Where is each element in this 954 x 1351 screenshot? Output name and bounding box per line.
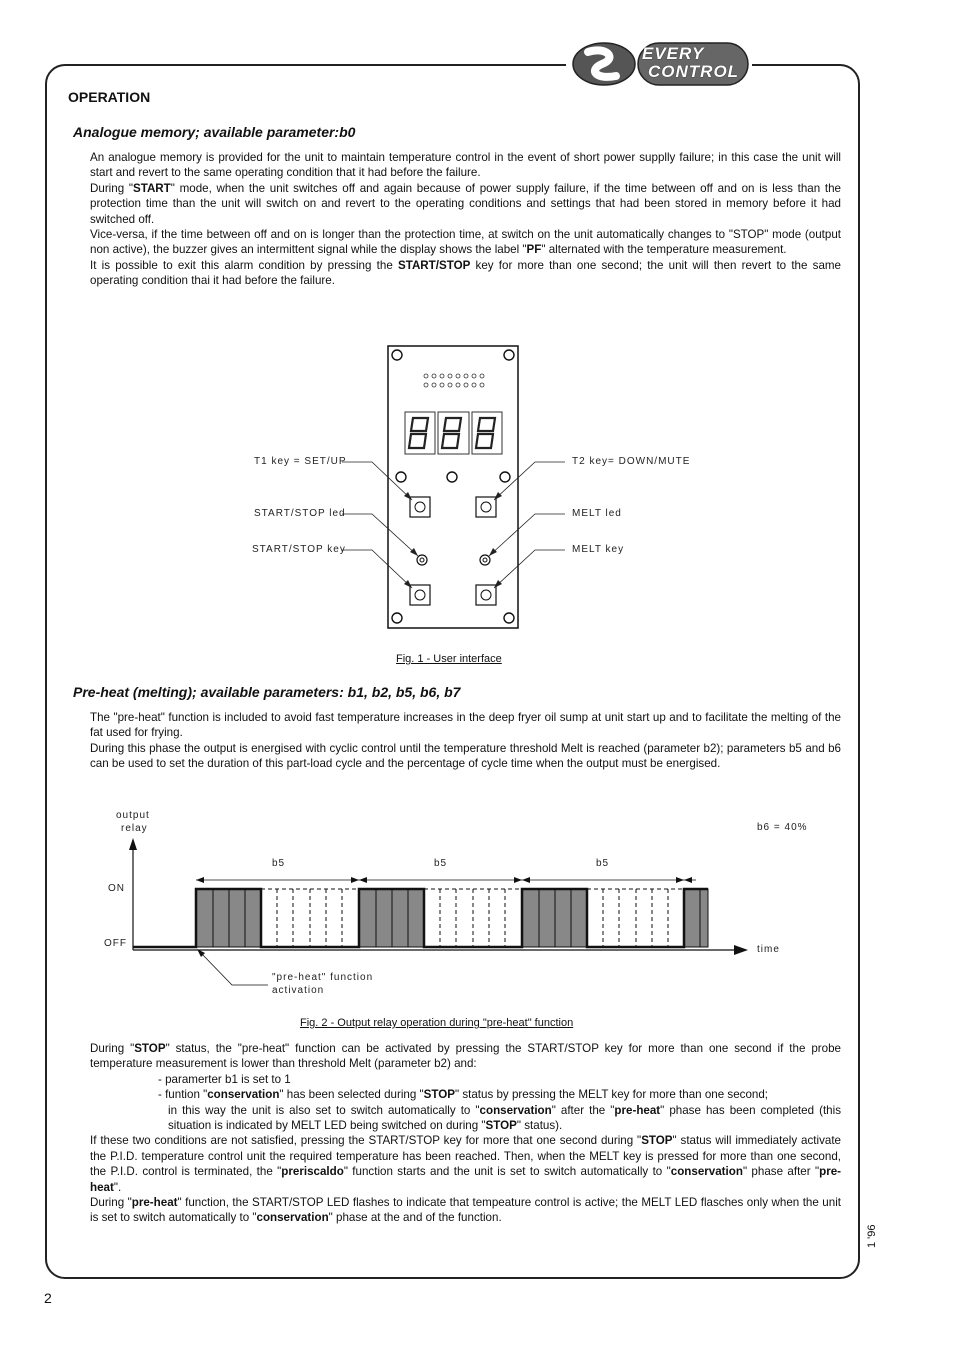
y-axis-label-output: output xyxy=(116,810,150,821)
label-t1-key: T1 key = SET/UP xyxy=(254,456,347,467)
x-axis-arrow-icon xyxy=(734,945,748,955)
b6-label: b6 = 40% xyxy=(757,822,808,833)
logo-text-control: CONTROL xyxy=(648,62,740,81)
fig1-caption: Fig. 1 - User interface xyxy=(396,653,502,665)
condition-item-2-continued: in this way the unit is also set to switch automatically to "conservation" after the "pre-heat" phase has been completed (this situation is indicated by MELT LED being switched on during "STOP" status). xyxy=(168,1103,842,1133)
analogue-paragraph-1: An analogue memory is provided for the unit to maintain temperature control in the event of short power supplly failure; in this case the unit will start and revert to the same operating condition that it had before the failure. xyxy=(90,151,841,180)
x-axis-label-time: time xyxy=(757,944,780,955)
label-melt-key: MELT key xyxy=(572,544,625,555)
stop-paragraph-1: During "STOP" status, the "pre-heat" function can be activated by pressing the START/STOP key for more than one second if the probe temperature measurement is lower than threshold Melt (parameter b2) and: xyxy=(90,1042,841,1071)
page-number: 2 xyxy=(44,1290,52,1306)
y-axis-label-relay: relay xyxy=(121,823,148,834)
analogue-paragraph-4: It is possible to exit this alarm condition by pressing the START/STOP key for more than one second; the unit will then revert to the same operating condition thai it had before the failure. xyxy=(90,258,842,288)
off-period-dashes xyxy=(261,889,684,947)
analogue-memory-title: Analogue memory; available parameter:b0 xyxy=(73,124,356,140)
stop-status-text xyxy=(90,1041,841,1226)
activation-label-2: activation xyxy=(272,985,325,996)
stop-paragraph-2: If these two conditions are not satisfied, pressing the START/STOP key for more that one second during "STOP" status will immediately activate the P.I.D. temperature control unit the required temperature has been reached. Then, when the MELT key is pressed for more than one second, the P.I.D. control is terminated, the "preriscaldo" function starts and the unit is set to switch automatically to "conservation" phase after "pre-heat". xyxy=(90,1134,842,1194)
analogue-paragraph-3: Vice-versa, if the time between off and on is longer than the protection time, at switch on the unit automatically changes to "STOP" mode (output non active), the buzzer gives an intermittent signal while the display shows the label "PF" alternated with the temperature measurement. xyxy=(90,228,841,257)
label-t2-key: T2 key= DOWN/MUTE xyxy=(572,456,691,467)
section-title: OPERATION xyxy=(68,89,151,105)
off-level-label: OFF xyxy=(104,938,127,949)
label-start-stop-key: START/STOP key xyxy=(252,544,346,555)
activation-label-1: "pre-heat" function xyxy=(272,972,374,983)
condition-item-2: - funtion "conservation" has been selected during "STOP" status by pressing the MELT key for more than one second; xyxy=(158,1088,769,1102)
preheat-paragraph-2: During this phase the output is energised with cyclic control until the temperature threshold Melt is reached (parameter b2); parameters b5 and b6 can be used to set the duration of this part-load cycle and the percentage of cycle time when the output must be energised. xyxy=(90,741,841,771)
analogue-paragraph-2: During "START" mode, when the unit switches off and again because of power supply failure, if the time between off and on is less than the protection time than the unit will switch on and revert to the operating conditions and settings that had been stored in memory before it had switched off. xyxy=(90,181,841,226)
label-start-stop-led: START/STOP led xyxy=(254,508,346,519)
stop-paragraph-3: During "pre-heat" function, the START/STOP LED flashes to indicate that tempeature control is active; the MELT LED flasches only when the unit is set to switch automatically to "conservation" phase at the and of the function. xyxy=(90,1196,841,1225)
b5-label: b5 xyxy=(272,858,286,869)
b5-label: b5 xyxy=(434,858,448,869)
y-axis-arrow-icon xyxy=(129,838,137,850)
revision-date: 1 '96 xyxy=(866,1224,878,1248)
preheat-paragraph-1: The "pre-heat" function is included to avoid fast temperature increases in the deep fryer oil sump at unit start up and to facilitate the melting of the fat used for frying. xyxy=(90,711,841,740)
label-melt-led: MELT led xyxy=(572,508,622,519)
condition-item-1: - paramerter b1 is set to 1 xyxy=(158,1072,291,1086)
b5-label: b5 xyxy=(596,858,610,869)
fig2-caption: Fig. 2 - Output relay operation during "pre-heat" function xyxy=(300,1017,574,1029)
on-level-label: ON xyxy=(108,883,125,894)
preheat-title: Pre-heat (melting); available parameters: b1, b2, b5, b6, b7 xyxy=(73,684,461,700)
logo-text-every: EVERY xyxy=(642,44,705,63)
activation-leader xyxy=(200,952,268,985)
on-periods xyxy=(196,889,708,947)
